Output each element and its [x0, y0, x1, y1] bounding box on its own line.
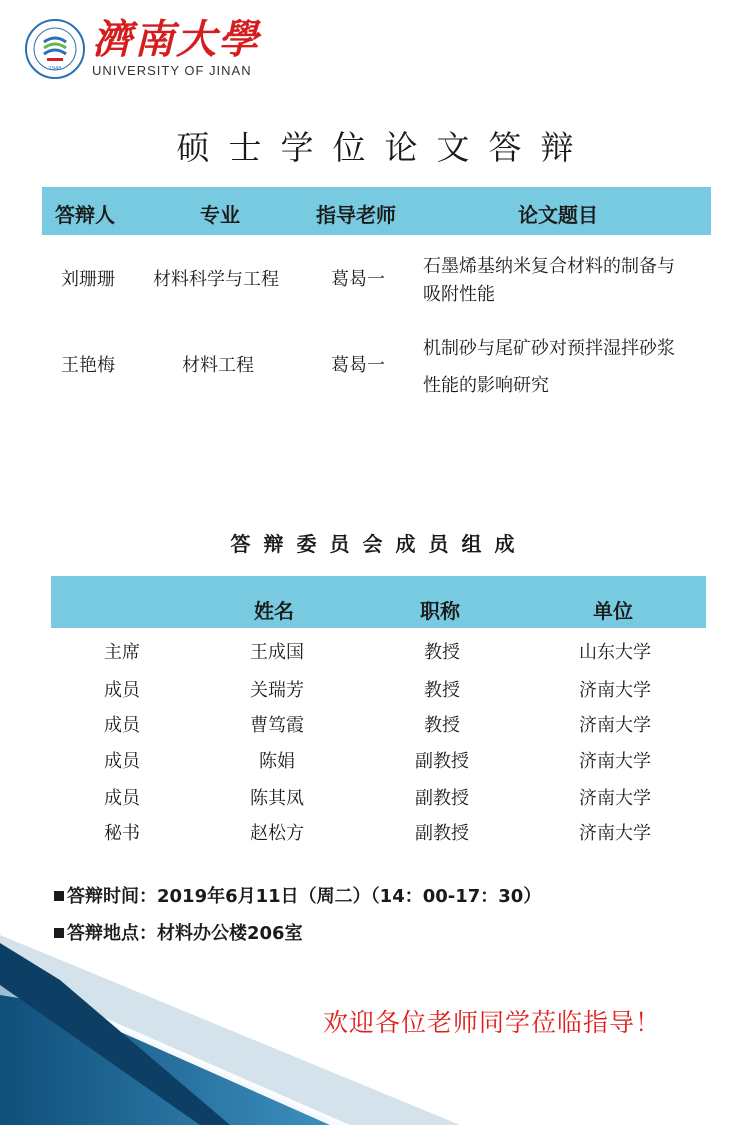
member-name: 陈娟 — [259, 751, 295, 772]
member-unit: 济南大学 — [579, 715, 651, 736]
defender-name: 王艳梅 — [61, 355, 115, 376]
committee-row — [51, 676, 706, 712]
committee-row — [51, 711, 706, 747]
committee-row — [51, 819, 706, 855]
committee-title: 答辩委员会成员组成 — [230, 532, 528, 556]
defense-place-text: 答辩地点：材料办公楼206室 — [67, 923, 303, 944]
member-unit: 济南大学 — [579, 680, 651, 701]
brand-english-name: UNIVERSITY OF JINAN — [92, 63, 252, 78]
committee-table-header — [51, 576, 706, 628]
committee-row — [51, 638, 706, 674]
header-unit: 单位 — [593, 599, 633, 623]
member-rank: 副教授 — [415, 823, 469, 844]
header-defender: 答辩人 — [55, 203, 115, 227]
header-advisor: 指导老师 — [316, 203, 396, 227]
member-role: 成员 — [104, 751, 140, 772]
member-name: 曹笃霞 — [250, 715, 304, 736]
member-role: 成员 — [104, 715, 140, 736]
member-unit: 济南大学 — [579, 823, 651, 844]
thesis-title-line: 性能的影响研究 — [423, 375, 549, 396]
defender-name: 刘珊珊 — [61, 269, 115, 290]
member-unit: 济南大学 — [579, 751, 651, 772]
member-rank: 副教授 — [415, 751, 469, 772]
member-rank: 教授 — [424, 715, 460, 736]
header-name: 姓名 — [254, 599, 294, 623]
university-logo — [24, 18, 86, 80]
header-major: 专业 — [200, 203, 240, 227]
committee-row — [51, 784, 706, 820]
member-name: 赵松方 — [250, 823, 304, 844]
member-rank: 副教授 — [415, 788, 469, 809]
member-unit: 济南大学 — [579, 788, 651, 809]
member-rank: 教授 — [424, 680, 460, 701]
thesis-title-line: 机制砂与尾矿砂对预拌湿拌砂浆 — [423, 338, 675, 359]
member-name: 王成国 — [250, 642, 304, 663]
member-role: 成员 — [104, 788, 140, 809]
square-bullet-icon — [54, 891, 64, 901]
member-role: 秘书 — [104, 823, 140, 844]
thesis-title-line: 石墨烯基纳米复合材料的制备与 — [423, 256, 675, 277]
major: 材料工程 — [182, 355, 254, 376]
member-rank: 教授 — [424, 642, 460, 663]
page-title: 硕士学位论文答辩 — [176, 128, 593, 167]
header-rank: 职称 — [420, 599, 460, 623]
thesis-title-line: 吸附性能 — [423, 284, 495, 305]
advisor: 葛曷一 — [331, 269, 385, 290]
member-unit: 山东大学 — [579, 642, 651, 663]
brand-chinese-name: 濟南大學 — [92, 16, 260, 63]
committee-row — [51, 747, 706, 783]
member-name: 关瑞芳 — [250, 680, 304, 701]
member-role: 主席 — [104, 642, 140, 663]
thesis-table-header — [42, 187, 711, 235]
welcome-message: 欢迎各位老师同学莅临指导！ — [323, 1008, 662, 1037]
defense-time — [54, 882, 541, 908]
thesis-title — [423, 253, 708, 309]
header-thesis-title: 论文题目 — [518, 203, 598, 227]
defense-time-text: 答辩时间：2019年6月11日（周二）（14：00-17：30） — [67, 886, 542, 907]
svg-text:1948: 1948 — [48, 66, 62, 72]
major: 材料科学与工程 — [153, 269, 279, 290]
member-role: 成员 — [104, 680, 140, 701]
thesis-title — [423, 330, 708, 404]
advisor: 葛曷一 — [331, 355, 385, 376]
member-name: 陈其凤 — [250, 788, 304, 809]
